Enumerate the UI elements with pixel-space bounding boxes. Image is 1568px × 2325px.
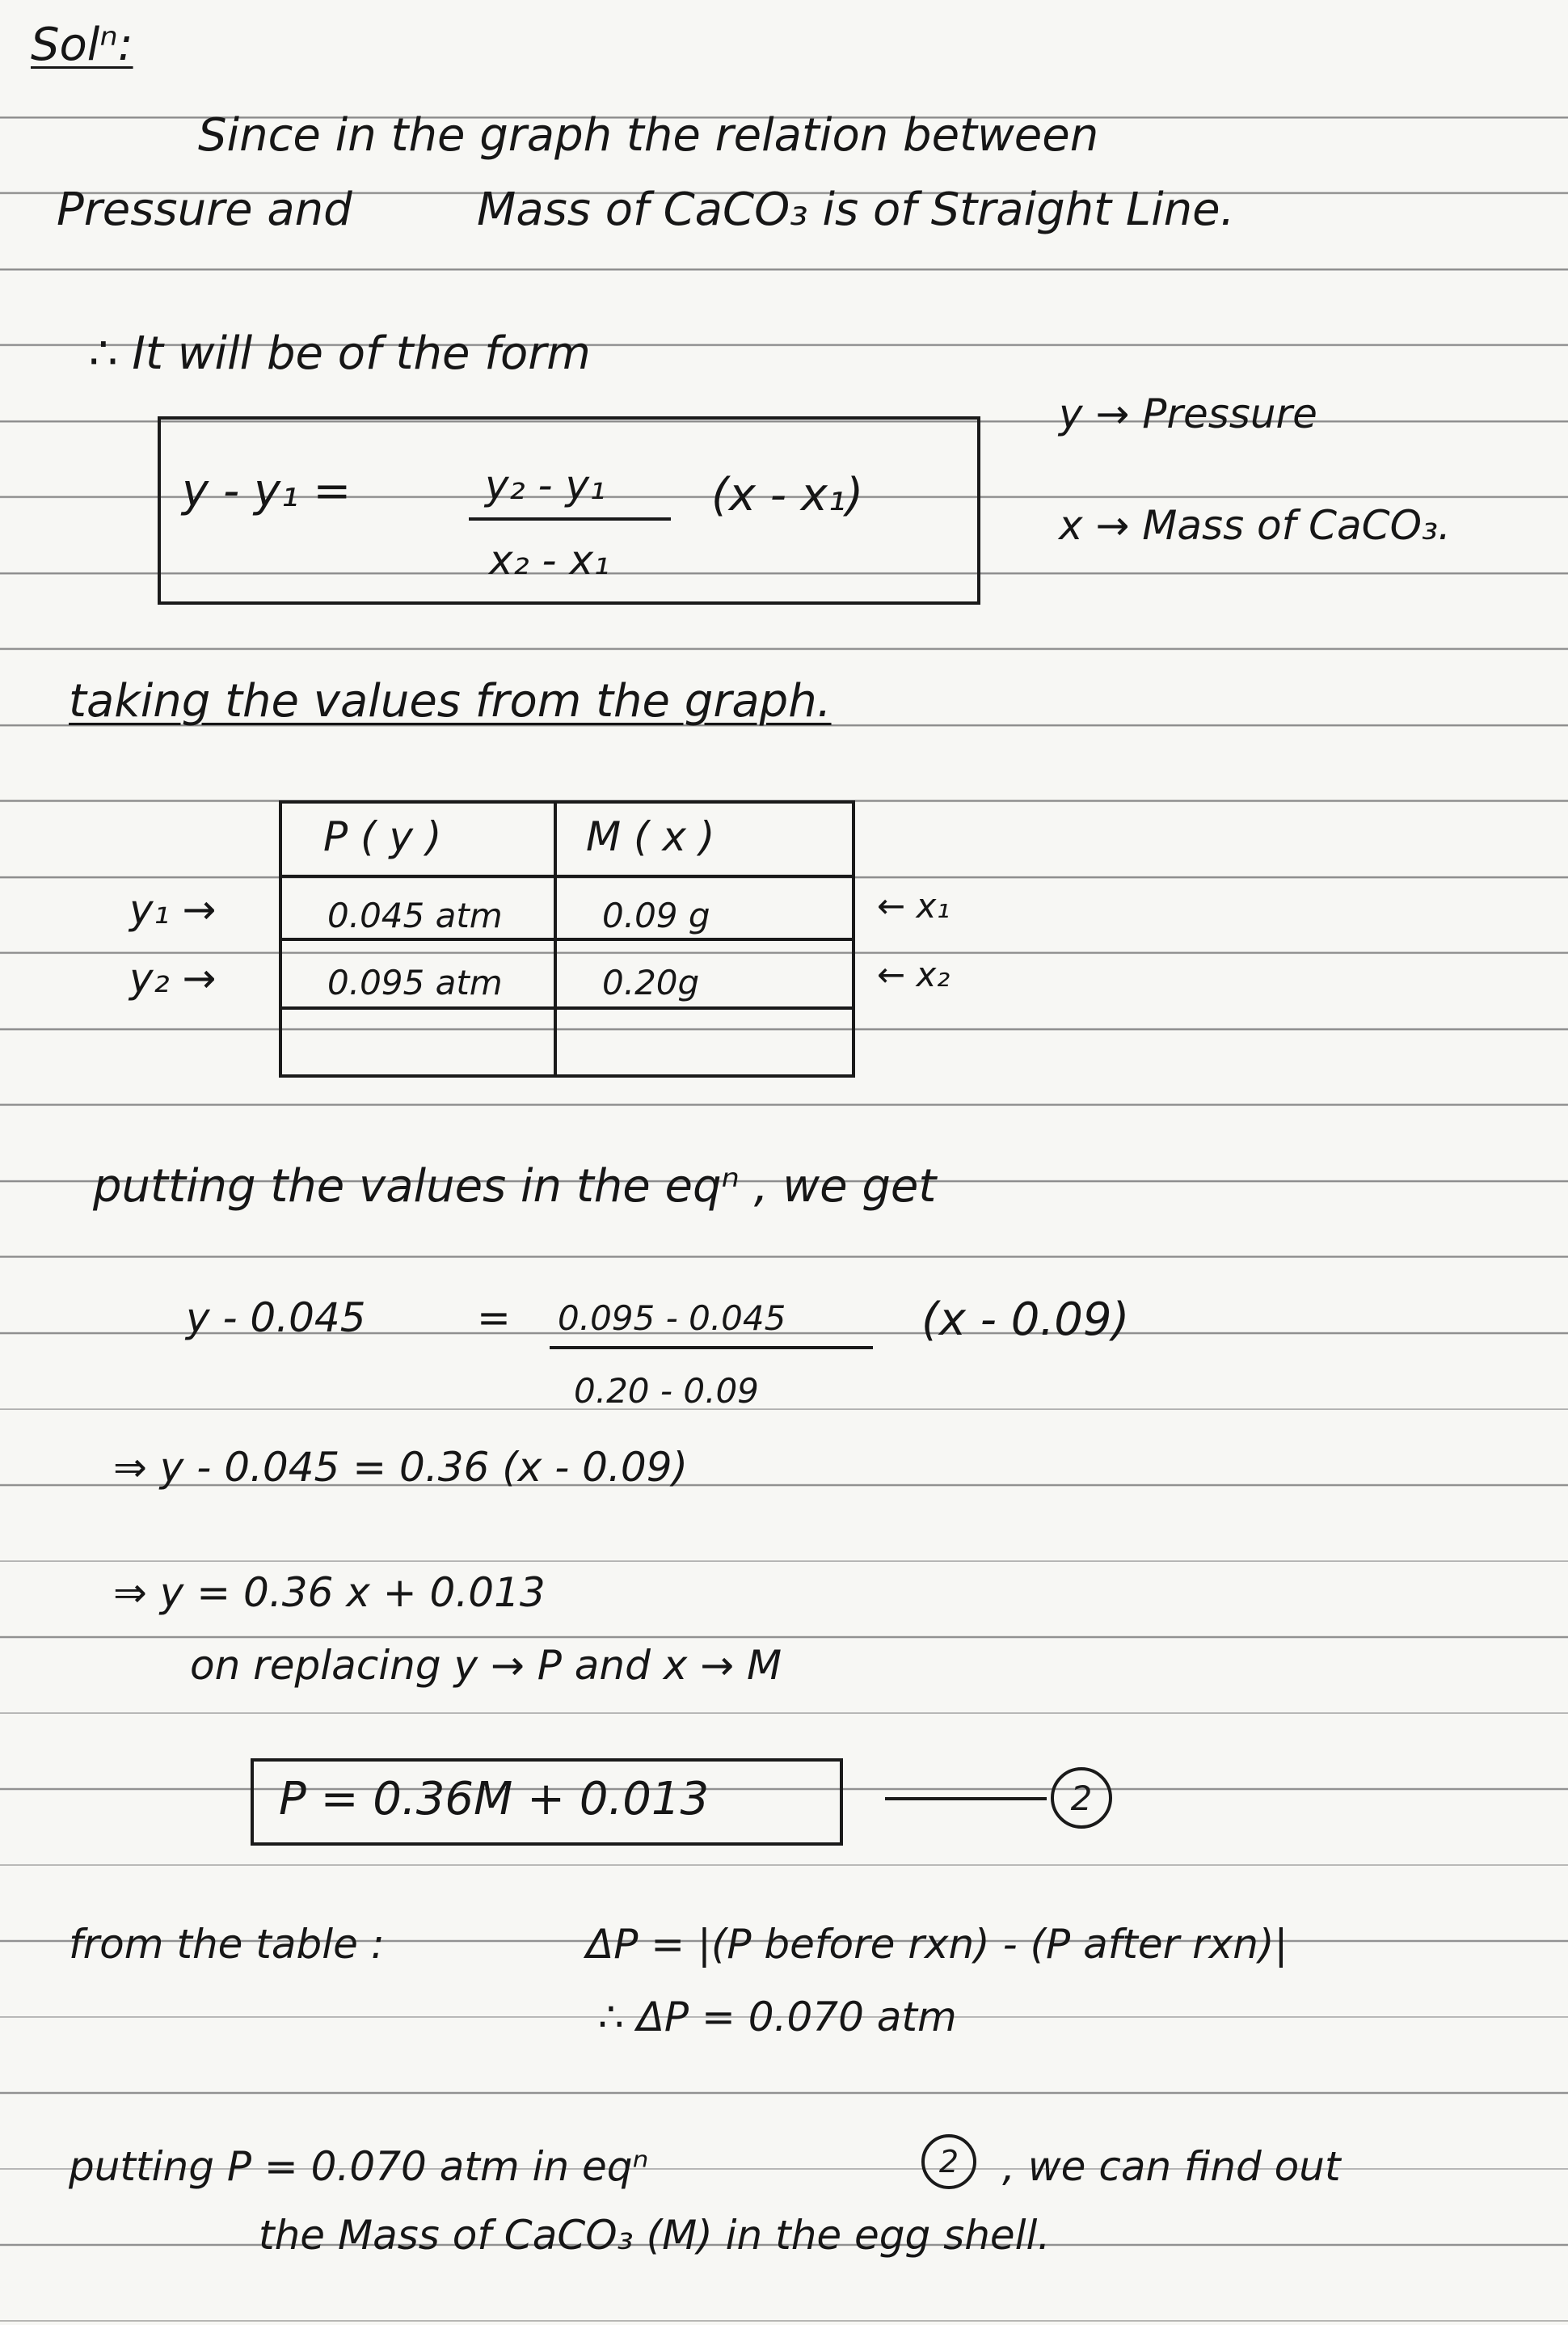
table-header-p: P ( y ) [323, 813, 442, 860]
intro-line-2a: Pressure and [57, 184, 352, 236]
legend-x: x → Mass of CaCO₃. [1059, 502, 1451, 549]
intro-line-2b: Mass of CaCO₃ is of Straight Line. [477, 184, 1235, 236]
general-eq-numerator: y₂ - y₁ [485, 462, 606, 508]
table-header-m: M ( x ) [586, 813, 715, 860]
delta-expression: ΔP = |(P before rxn) - (P after rxn)| [586, 1921, 1288, 1968]
intro-line-1: Since in the graph the relation between [198, 109, 1099, 162]
step2-equation: ⇒ y - 0.045 = 0.36 (x - 0.09) [113, 1444, 689, 1491]
general-eq-denominator: x₂ - x₁ [489, 537, 610, 584]
form-statement: ∴ It will be of the form [89, 327, 591, 380]
general-eq-factor: (x - x₁) [711, 469, 864, 521]
row2-mass: 0.20g [602, 963, 700, 1002]
step3-equation: ⇒ y = 0.36 x + 0.013 [113, 1569, 546, 1616]
delta-lead-text: from the table : [69, 1921, 385, 1968]
legend-y: y → Pressure [1059, 390, 1317, 437]
table-row-divider-2 [279, 1006, 852, 1010]
conclusion-eq-tag: 2 [921, 2134, 976, 2189]
row1-left-label: y₁ → [129, 886, 217, 933]
general-eq-fraction-bar [469, 517, 671, 521]
row2-pressure: 0.095 atm [327, 963, 503, 1002]
row2-right-label: ← x₂ [877, 955, 950, 994]
final-equation: P = 0.36M + 0.013 [279, 1773, 710, 1825]
conclusion-line-1b: , we can find out [1002, 2143, 1341, 2190]
row1-mass: 0.09 g [602, 896, 710, 935]
final-equation-tag: 2 [1051, 1767, 1112, 1829]
step1-fraction-bar [550, 1346, 873, 1349]
row1-right-label: ← x₁ [877, 886, 950, 926]
step1-eq: = [477, 1294, 511, 1341]
putting-values-text: putting the values in the eqⁿ , we get [93, 1160, 937, 1213]
row1-pressure: 0.045 atm [327, 896, 503, 935]
table-header-divider [279, 875, 852, 878]
conclusion-line-2: the Mass of CaCO₃ (M) in the egg shell. [259, 2212, 1051, 2259]
delta-result: ∴ ΔP = 0.070 atm [598, 1994, 957, 2040]
step1-factor: (x - 0.09) [921, 1293, 1130, 1346]
solution-label: Solⁿ: [31, 19, 133, 71]
taking-values-text: taking the values from the graph. [69, 675, 832, 728]
replacing-text: on replacing y → P and x → M [190, 1642, 782, 1689]
table-row-divider [279, 938, 852, 941]
final-equation-leader-line [885, 1797, 1047, 1800]
row2-left-label: y₂ → [129, 955, 217, 1002]
step1-denominator: 0.20 - 0.09 [574, 1371, 759, 1411]
step1-numerator: 0.095 - 0.045 [558, 1298, 786, 1338]
step1-lhs: y - 0.045 [186, 1294, 366, 1341]
general-eq-lhs: y - y₁ = [182, 465, 352, 517]
conclusion-line-1a: putting P = 0.070 atm in eqⁿ [69, 2143, 649, 2190]
